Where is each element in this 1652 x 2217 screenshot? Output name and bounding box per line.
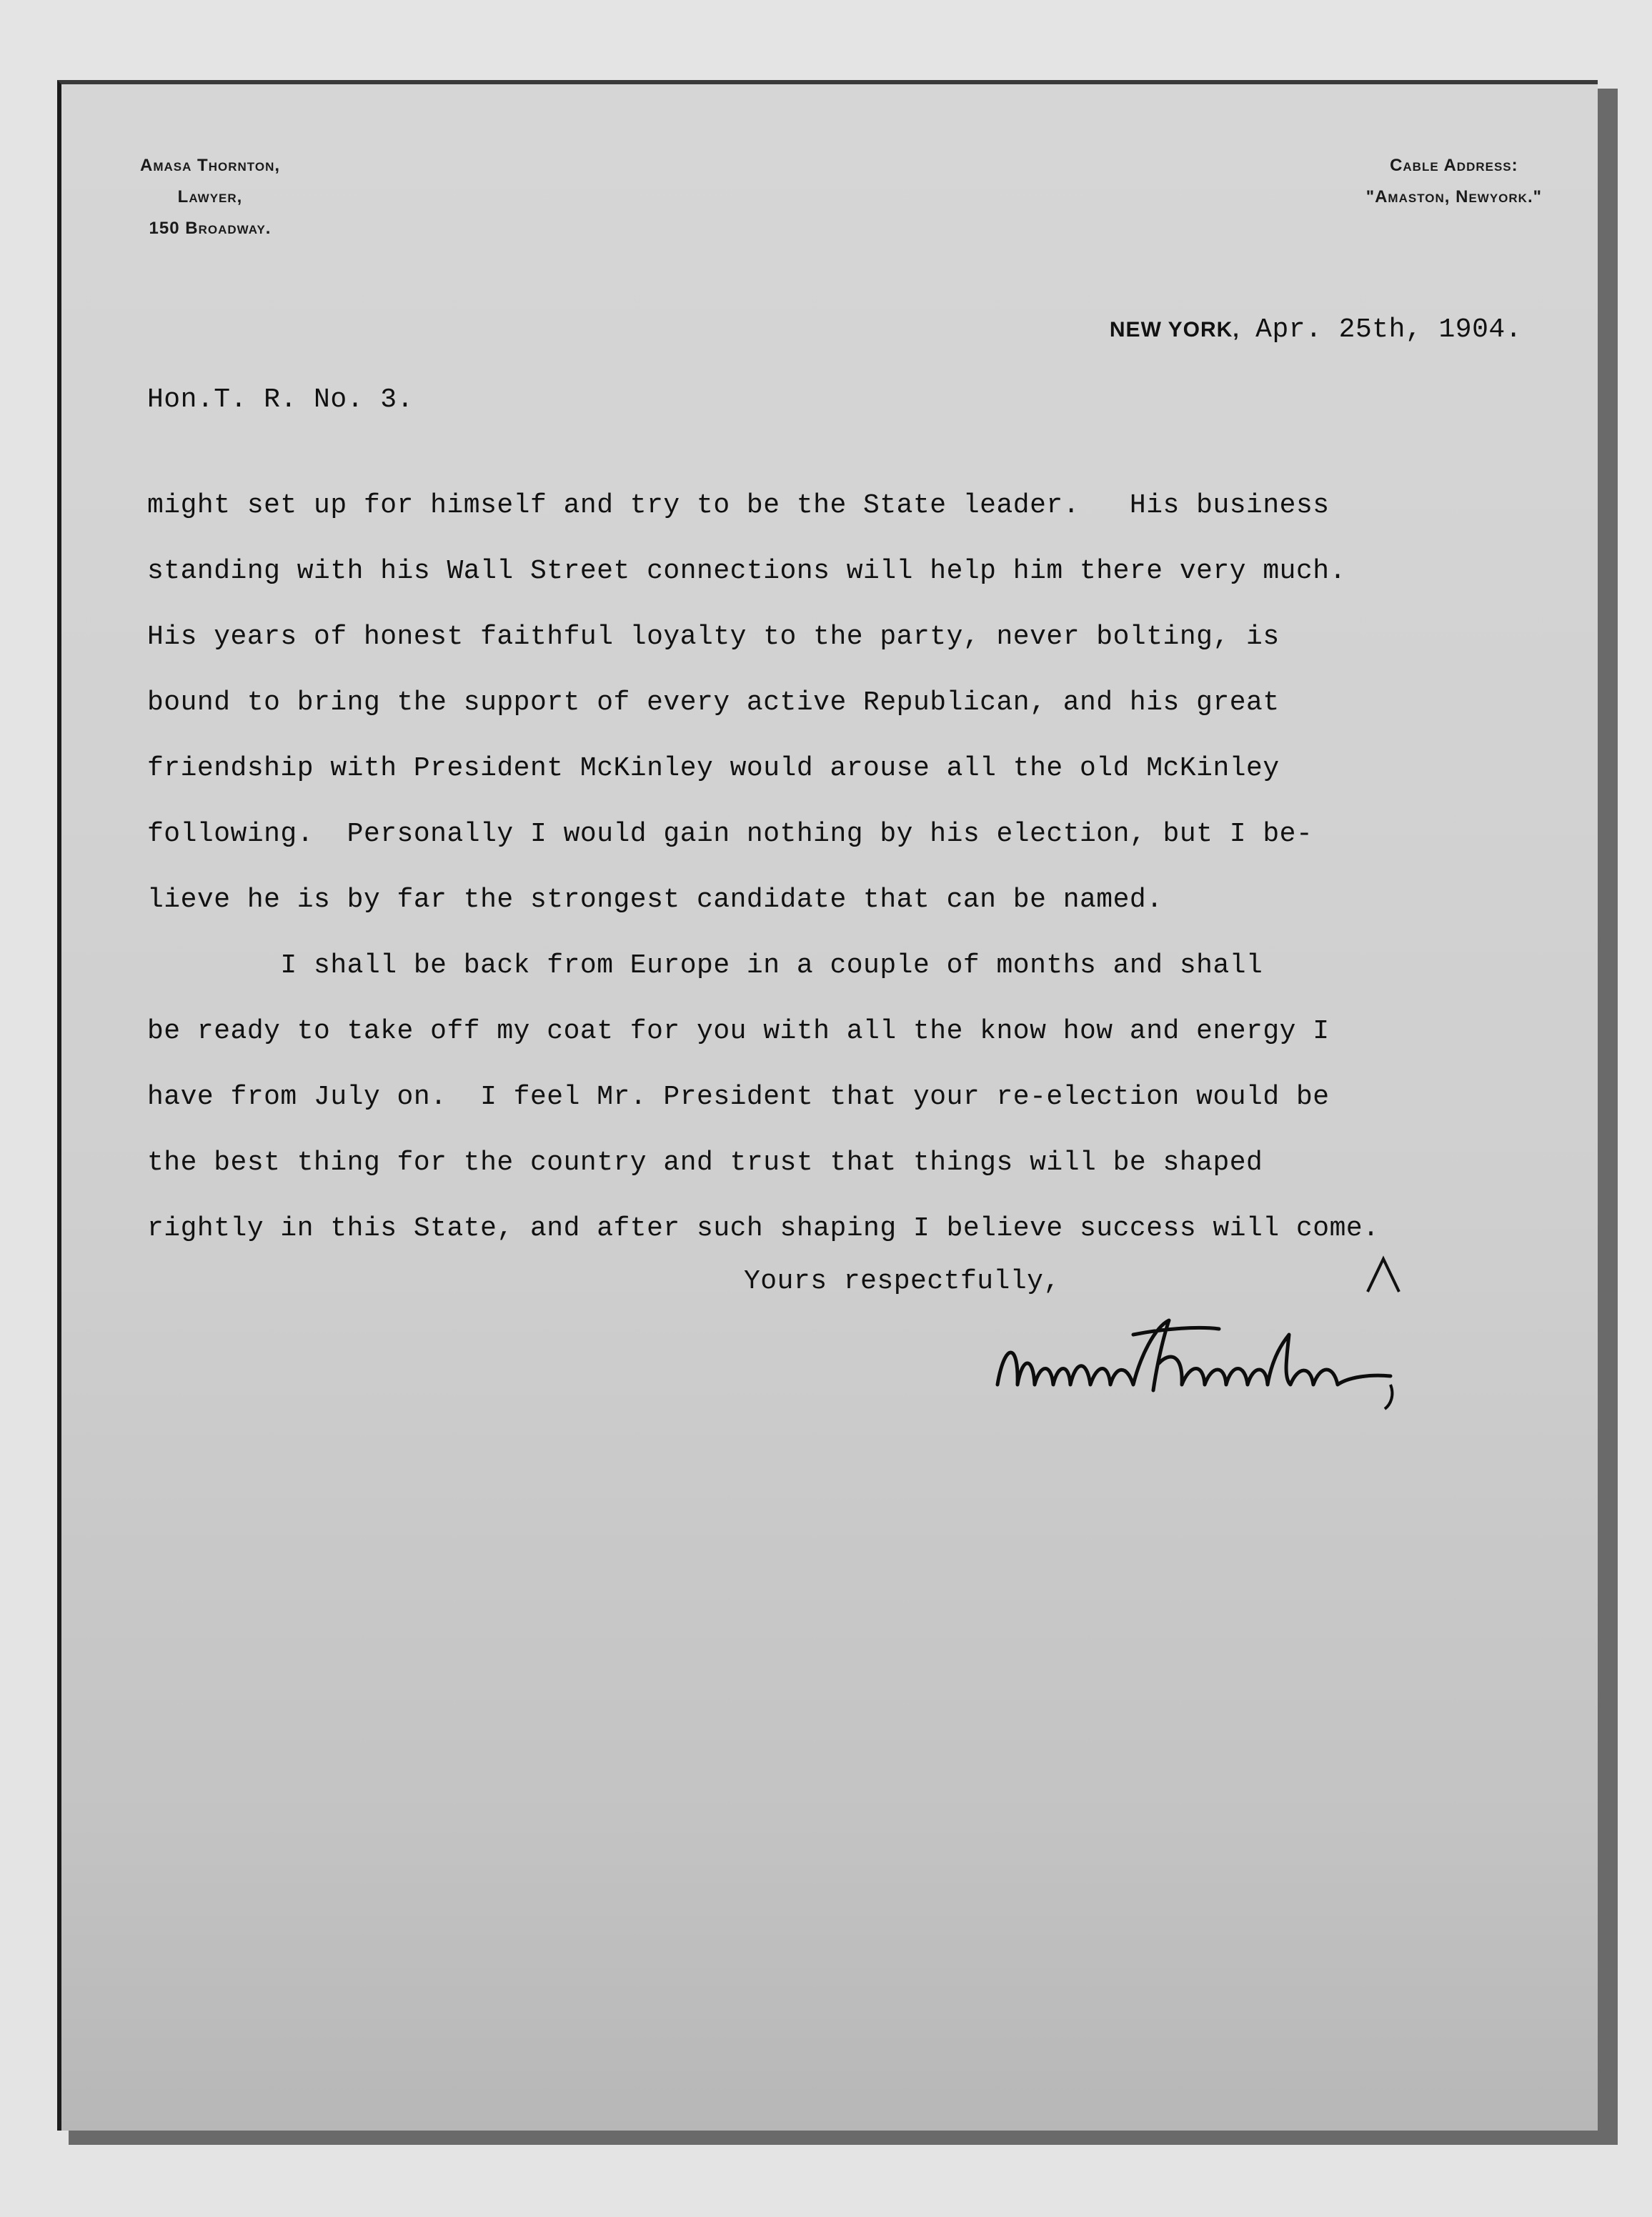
closing: Yours respectfully, [744,1266,1060,1297]
letter-body [147,473,1379,1262]
cable-address-value: "Amaston, Newyork." [1365,187,1542,206]
body-line: rightly in this State, and after such shaping I believe success will come. [147,1213,1380,1244]
letterhead-left [140,150,280,244]
body-line: standing with his Wall Street connections will help him there very much. [147,556,1346,587]
salutation: Hon.T. R. No. 3. [147,384,414,415]
dateline [1110,314,1522,345]
letterhead-address: 150 Broadway. [149,219,272,238]
body-line: following. Personally I would gain nothing by his election, but I be- [147,819,1313,850]
body-line: be ready to take off my coat for you with all the know how and energy I [147,1016,1330,1047]
letterhead-profession: Lawyer, [177,187,243,206]
letterhead-right [1366,150,1542,213]
dateline-date: Apr. 25th, 1904. [1255,314,1522,345]
letter-page [57,80,1598,2131]
signature [990,1313,1405,1413]
body-line: might set up for himself and try to be the State leader. His business [147,490,1330,521]
body-line: have from July on. I feel Mr. President that your re-election would be [147,1082,1330,1112]
insertion-caret-mark [1362,1245,1405,1295]
body-line: bound to bring the support of every active Republican, and his great [147,687,1280,718]
body-line: the best thing for the country and trust that things will be shaped [147,1147,1263,1178]
body-line: I shall be back from Europe in a couple of months and shall [147,950,1263,981]
body-line: friendship with President McKinley would arouse all the old McKinley [147,753,1280,784]
body-line: His years of honest faithful loyalty to the party, never bolting, is [147,622,1280,652]
body-line: lieve he is by far the strongest candidate that can be named. [147,885,1163,915]
cable-address-label: Cable Address: [1390,156,1518,175]
dateline-place: NEW YORK, [1109,318,1240,342]
letterhead-name: Amasa Thornton, [140,156,281,175]
